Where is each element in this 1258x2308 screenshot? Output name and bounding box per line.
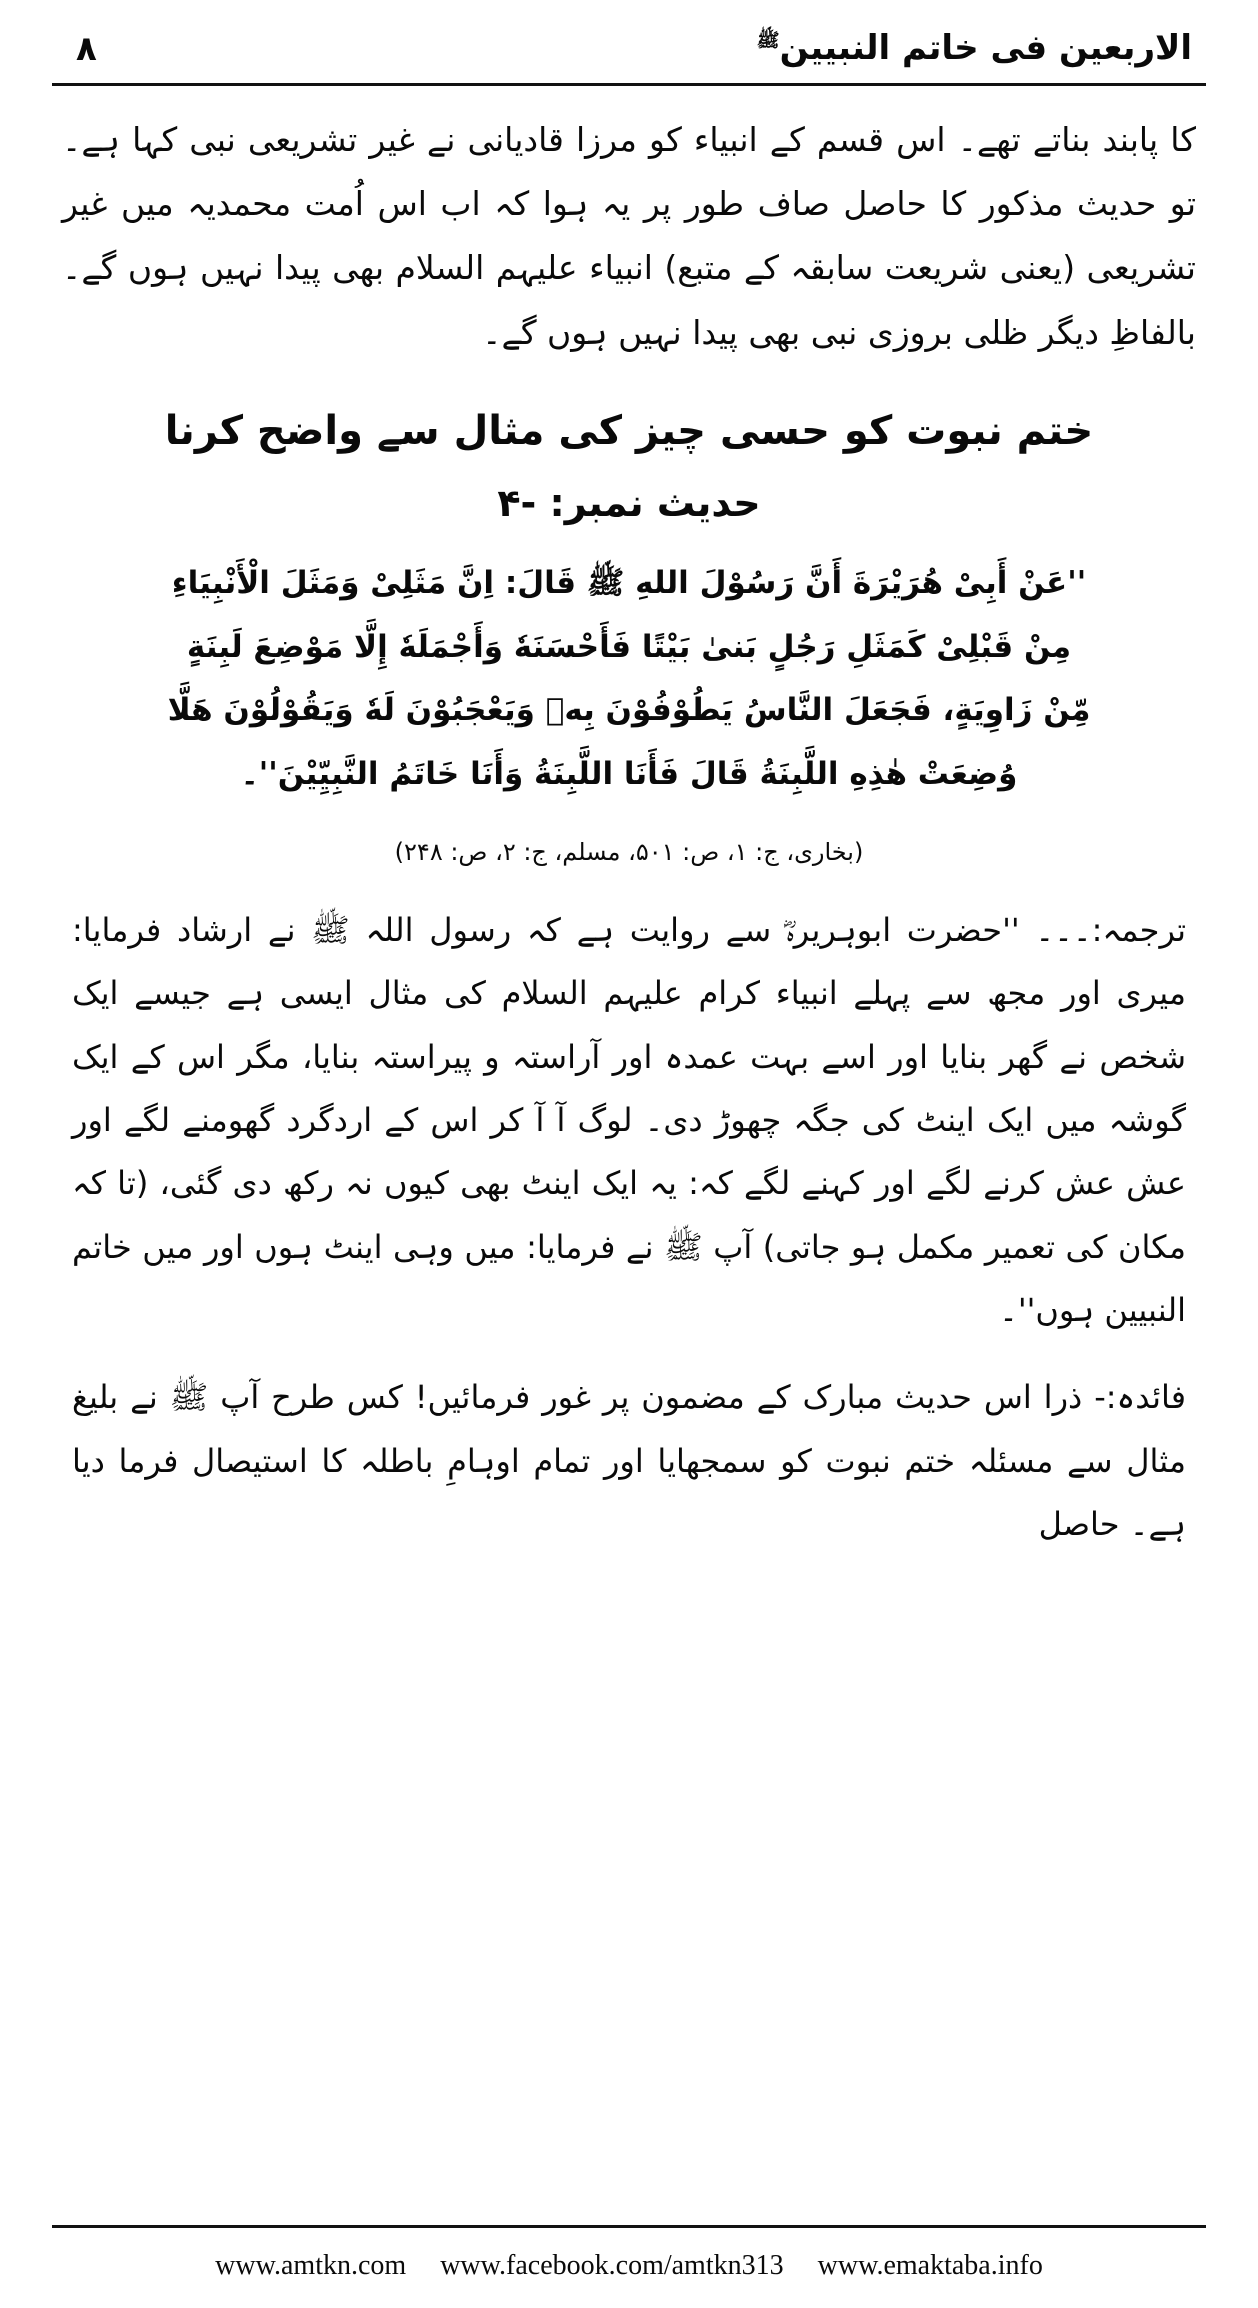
book-title-text: الاربعین فی خاتم النبیین — [779, 28, 1192, 68]
arabic-line: مِّنْ زَاوِيَةٍ، فَجَعَلَ النَّاسُ يَطُوْفُوْنَ بِهٖ وَيَعْجَبُوْنَ لَهٗ وَيَقُوْلُوْنَ هَلَّا — [167, 692, 1091, 729]
section-heading: ختم نبوت کو حسی چیز کی مثال سے واضح کرنا — [164, 408, 1094, 455]
footer-link-facebook[interactable]: www.facebook.com/amtkn313 — [440, 2250, 784, 2281]
hadith-number: حدیث نمبر: -۴ — [497, 481, 761, 526]
benefit-text: ذرا اس حدیث مبارک کے مضمون پر غور فرمائیں! کس طرح آپ ﷺ نے بلیغ مثال سے مسئلہ ختم نبوت کو سمجھایا اور تمام اوہامِ باطلہ کا استیصال فرما دیا ہے۔ حاصل — [72, 1378, 1186, 1544]
footer-link-website[interactable]: www.amtkn.com — [215, 2250, 407, 2281]
footer-divider — [52, 2225, 1206, 2228]
translation-label: ترجمہ:۔۔۔ — [1035, 910, 1187, 949]
benefit-paragraph — [72, 1366, 1186, 1556]
page-number: ۸ — [76, 28, 97, 69]
translation-text: ''حضرت ابوہریرہؓ سے روایت ہے کہ رسول اللہ ﷺ نے ارشاد فرمایا: میری اور مجھ سے پہلے انبیاء کرام علیہم السلام کی مثال ایسی ہے جیسے ایک شخص نے گھر بنایا اور اسے بہت عمدہ اور آراستہ و پیراستہ بنایا، مگر اس کے ایک گوشہ میں ایک اینٹ کی جگہ چھوڑ دی۔ لوگ آ آ کر اس کے اردگرد گھومنے لگے اور عش عش کرنے لگے اور کہنے لگے کہ: یہ ایک اینٹ بھی کیوں نہ رکھ دی گئی، (تا کہ مکان کی تعمیر مکمل ہو جاتی) آپ ﷺ نے فرمایا: میں وہی اینٹ ہوں اور میں خاتم النبیین ہوں''۔ — [72, 910, 1186, 1330]
translation-paragraph — [72, 899, 1186, 1343]
page-body — [52, 86, 1206, 1557]
arabic-line: ''عَنْ أَبِىْ هُرَيْرَةَ أَنَّ رَسُوْلَ اللهِ ﷺ قَالَ: اِنَّ مَثَلِىْ وَمَثَلَ الْأَنْبِيَاءِ — [171, 564, 1087, 601]
arabic-line: وُضِعَتْ هٰذِهِ اللَّبِنَةُ قَالَ فَأَنَا اللَّبِنَةُ وَأَنَا خَاتَمُ النَّبِيِّيْنَ''۔ — [240, 755, 1018, 792]
page-footer — [52, 2225, 1206, 2282]
salutation-glyph: ﷺ — [756, 29, 780, 52]
benefit-label: فائدہ:- — [1094, 1378, 1187, 1417]
paragraph-1: کا پابند بناتے تھے۔ اس قسم کے انبیاء کو مرزا قادیانی نے غیر تشریعی نبی کہا ہے۔ تو حدیث مذکور کا حاصل صاف طور پر یہ ہوا کہ اب اس اُمت محمدیہ میں غیر تشریعی (یعنی شریعت سابقہ کے متبع) انبیاء علیہم السلام بھی پیدا نہیں ہوں گے۔ بالفاظِ دیگر ظلی بروزی نبی بھی پیدا نہیں ہوں گے۔ — [62, 119, 1196, 352]
arabic-line: مِنْ قَبْلِىْ كَمَثَلِ رَجُلٍ بَنىٰ بَيْتًا فَأَحْسَنَهٗ وَأَجْمَلَهٗ إِلَّا مَوْضِعَ لَبِنَةٍ — [186, 628, 1072, 665]
page-header — [52, 28, 1206, 77]
footer-link-emaktaba[interactable]: www.emaktaba.info — [817, 2250, 1043, 2281]
book-title — [757, 28, 1192, 69]
hadith-reference: (بخاری، ج: ۱، ص: ۵۰۱، مسلم، ج: ۲، ص: ۲۴۸) — [394, 838, 864, 867]
arabic-hadith-text — [80, 552, 1178, 806]
footer-links — [52, 2238, 1206, 2282]
